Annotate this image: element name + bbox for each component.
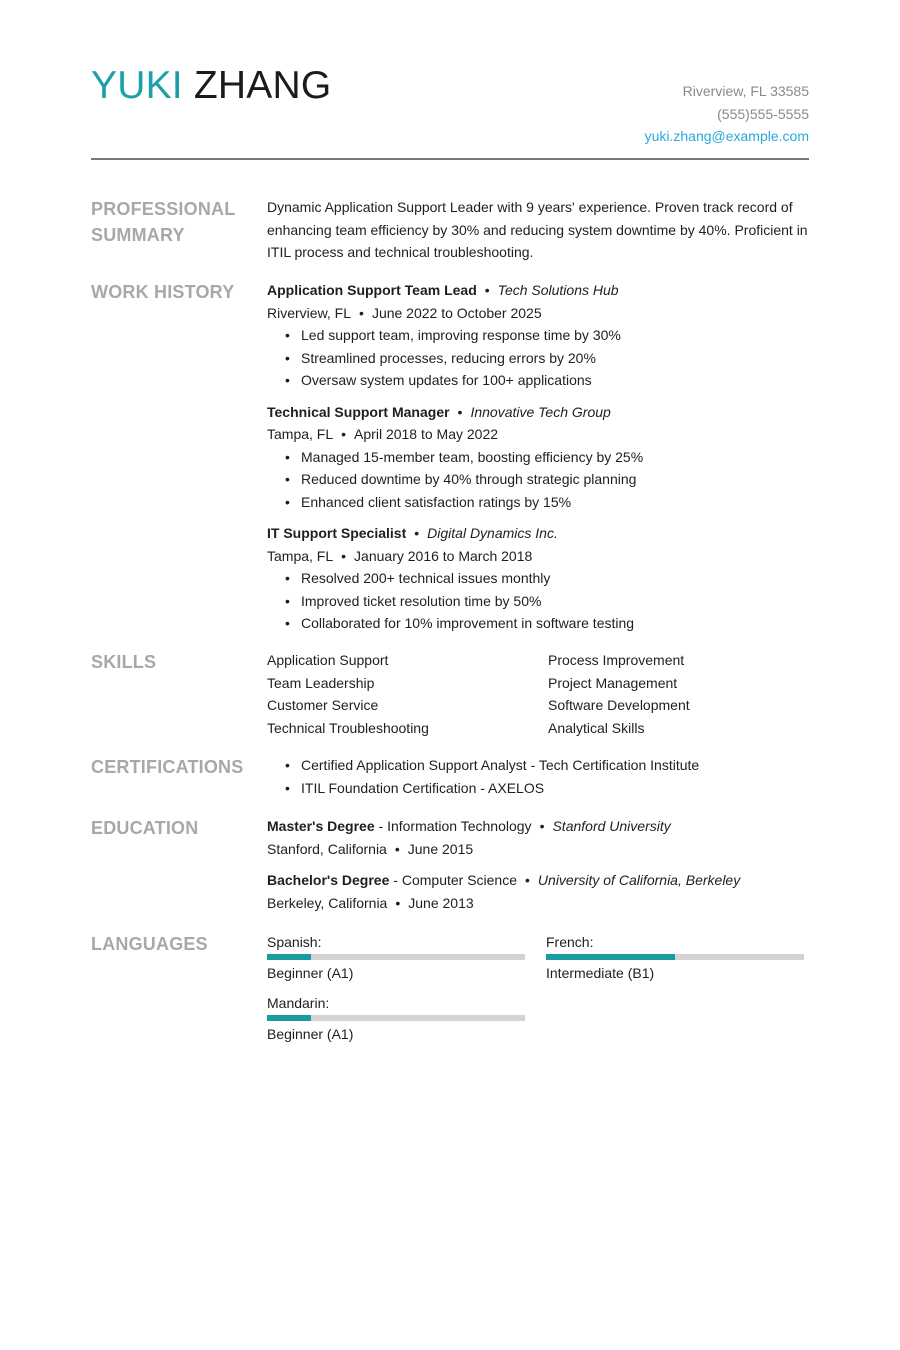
proficiency-bar-fill <box>267 1015 311 1021</box>
proficiency-bar-fill <box>267 954 311 960</box>
header-divider <box>91 158 809 160</box>
job-bullets <box>267 567 809 635</box>
separator-dot: • <box>414 525 420 541</box>
skill-item: Team Leadership <box>267 674 375 691</box>
separator-dot: • <box>359 304 364 321</box>
proficiency-bar <box>546 954 804 960</box>
separator-dot: • <box>457 403 463 420</box>
job-meta <box>267 302 809 325</box>
job-header <box>267 522 809 545</box>
school-location: Berkeley, California <box>267 894 388 911</box>
job-bullet: • Streamlined processes, reducing errors by 20% <box>301 347 809 370</box>
graduation-date: June 2015 <box>407 840 474 857</box>
summary-text <box>267 196 809 264</box>
job-bullet: • Managed 15-member team, boosting efficiency by 25% <box>301 446 809 469</box>
job-bullet: • Reduced downtime by 40% through strategic planning <box>301 468 809 491</box>
certification-list <box>267 754 809 799</box>
skill-item: Process Improvement <box>548 652 685 668</box>
separator-dot: • <box>341 426 347 442</box>
language-grid <box>267 931 809 1045</box>
education-meta <box>267 838 809 861</box>
separator-dot: • <box>395 894 401 911</box>
skill-item: Software Development <box>548 697 690 713</box>
language-level: Beginner (A1) <box>267 965 354 981</box>
language-item <box>546 931 809 984</box>
language-level: Beginner (A1) <box>267 1026 354 1042</box>
education-entry <box>267 815 809 860</box>
section-title: CERTIFICATIONS <box>91 757 244 777</box>
summary-paragraph: Dynamic Application Support Leader with 9 years' experience. Proven track record of enhancing team efficiency by 30% and reducing system downtime by 40%. Proficient in ITIL process and technical troubleshooting. <box>267 199 808 260</box>
proficiency-bar <box>267 1015 525 1021</box>
school-name: University of California, Berkeley <box>537 872 741 888</box>
job-header <box>267 401 809 424</box>
separator-dot: • <box>484 282 490 298</box>
job-list <box>267 279 809 644</box>
education-entry <box>267 869 809 914</box>
education-meta <box>267 892 809 915</box>
proficiency-bar <box>267 954 525 960</box>
job-title: Application Support Team Lead <box>267 282 477 298</box>
skill-item: Project Management <box>548 674 678 691</box>
last-name: ZHANG <box>193 64 332 107</box>
job-title: IT Support Specialist <box>267 525 407 541</box>
job-location: Riverview, FL <box>267 304 352 321</box>
separator-dot: • <box>394 840 400 857</box>
language-name: French: <box>546 934 594 950</box>
separator-dot: • <box>539 818 545 834</box>
email-link[interactable]: yuki.zhang@example.com <box>644 128 809 144</box>
skill-item: Application Support <box>267 652 389 668</box>
language-name: Mandarin: <box>267 995 330 1011</box>
certification-item: • Certified Application Support Analyst - Tech Certification Institute <box>301 754 809 777</box>
job-location: Tampa, FL <box>267 547 334 564</box>
job-dates: January 2016 to March 2018 <box>354 547 533 564</box>
degree-field: Information Technology <box>387 818 532 834</box>
job-location: Tampa, FL <box>267 426 334 442</box>
company-name: Innovative Tech Group <box>470 403 611 420</box>
company-name: Tech Solutions Hub <box>497 282 619 298</box>
separator-dot: • <box>525 872 530 888</box>
job-entry <box>267 401 809 514</box>
degree-name: Bachelor's Degree <box>267 872 390 888</box>
job-meta <box>267 545 809 568</box>
company-name: Digital Dynamics Inc. <box>427 525 558 541</box>
first-name: YUKI <box>91 64 183 107</box>
job-bullets <box>267 324 809 392</box>
job-entry <box>267 279 809 392</box>
job-meta <box>267 423 809 446</box>
section-title: EDUCATION <box>91 818 199 838</box>
proficiency-bar-fill <box>546 954 675 960</box>
resume-header <box>91 62 809 144</box>
job-dates: April 2018 to May 2022 <box>354 426 499 442</box>
skill-item: Analytical Skills <box>548 719 645 736</box>
degree-name: Master's Degree <box>267 818 375 834</box>
section-title: SKILLS <box>91 652 157 672</box>
certification-item: • ITIL Foundation Certification - AXELOS <box>301 777 809 800</box>
degree-field: Computer Science <box>401 872 518 888</box>
job-header <box>267 279 809 302</box>
phone: (555)555-5555 <box>717 105 809 122</box>
job-title: Technical Support Manager <box>267 403 450 420</box>
language-name: Spanish: <box>267 934 322 950</box>
job-bullet: • Oversaw system updates for 100+ applications <box>301 369 809 392</box>
skill-item: Technical Troubleshooting <box>267 719 429 736</box>
education-header: Master's Degree - Information Technology • Stanford University <box>267 818 671 834</box>
job-bullets <box>267 446 809 514</box>
job-bullet: • Resolved 200+ technical issues monthly <box>301 567 809 590</box>
school-location: Stanford, California <box>267 840 387 857</box>
graduation-date: June 2013 <box>408 894 474 911</box>
location: Riverview, FL 33585 <box>682 83 809 99</box>
certifications-body <box>267 754 809 799</box>
skill-item: Customer Service <box>267 697 379 713</box>
education-list <box>267 815 809 923</box>
education-header: Bachelor's Degree - Computer Science • University of California, Berkeley <box>267 872 741 888</box>
section-title: PROFESSIONAL SUMMARY <box>91 199 236 245</box>
job-bullet: • Collaborated for 10% improvement in software testing <box>301 612 809 635</box>
job-entry <box>267 522 809 635</box>
school-name: Stanford University <box>552 818 671 834</box>
job-bullet: • Enhanced client satisfaction ratings by 15% <box>301 491 809 514</box>
job-dates: June 2022 to October 2025 <box>371 304 542 321</box>
language-level: Intermediate (B1) <box>546 965 655 981</box>
section-title: LANGUAGES <box>91 934 208 954</box>
contact-info <box>645 80 809 148</box>
language-item <box>267 992 546 1045</box>
job-bullet: • Improved ticket resolution time by 50% <box>301 590 809 613</box>
skills-grid <box>267 649 809 739</box>
job-bullet: • Led support team, improving response time by 30% <box>301 324 809 347</box>
section-title: WORK HISTORY <box>91 282 235 302</box>
language-item <box>267 931 546 984</box>
separator-dot: • <box>341 547 347 564</box>
